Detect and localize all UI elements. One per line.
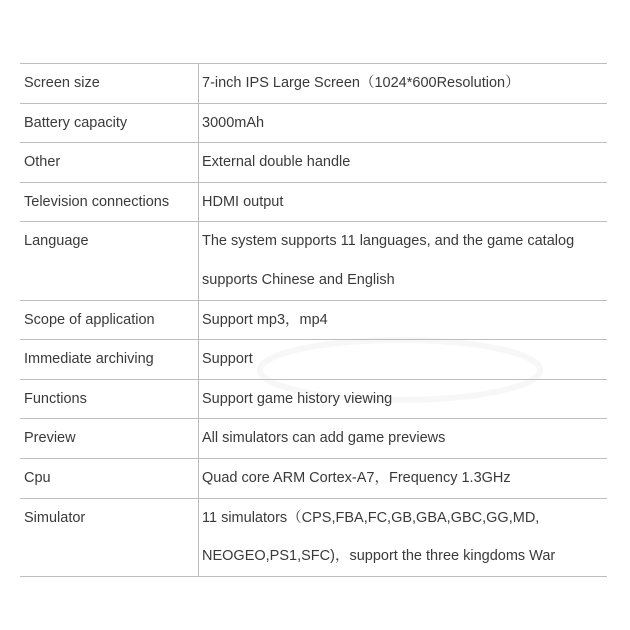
spec-label: Language bbox=[20, 222, 199, 300]
spec-value: The system supports 11 languages, and the game catalog supports Chinese and English bbox=[202, 233, 575, 288]
spec-row-simulator bbox=[20, 498, 607, 576]
spec-label: Cpu bbox=[20, 458, 199, 498]
spec-value: 11 simulators（CPS,FBA,FC,GB,GBA,GBC,GG,MD, NEOGEO,PS1,SFC)，support the three kingdoms War bbox=[202, 509, 556, 565]
spec-label: Functions bbox=[20, 379, 199, 419]
spec-value: Support game history viewing bbox=[202, 390, 393, 407]
spec-value: Support mp3，mp4 bbox=[202, 311, 328, 328]
spec-value: HDMI output bbox=[202, 193, 284, 210]
spec-row-screen-size bbox=[20, 64, 607, 104]
spec-label: Battery capacity bbox=[20, 103, 199, 143]
spec-row-language bbox=[20, 222, 607, 300]
spec-label: Simulator bbox=[20, 498, 199, 576]
spec-label: Television connections bbox=[20, 182, 199, 222]
spec-row-preview bbox=[20, 419, 607, 459]
spec-row-scope-of-application bbox=[20, 300, 607, 340]
spec-label: Other bbox=[20, 143, 199, 183]
spec-row-functions bbox=[20, 379, 607, 419]
spec-value: External double handle bbox=[202, 154, 351, 171]
spec-value: Support bbox=[202, 351, 253, 368]
spec-label: Screen size bbox=[20, 64, 199, 104]
spec-value: Quad core ARM Cortex-A7，Frequency 1.3GHz bbox=[202, 469, 511, 486]
spec-value: All simulators can add game previews bbox=[202, 430, 446, 447]
spec-row-immediate-archiving bbox=[20, 340, 607, 380]
spec-label: Preview bbox=[20, 419, 199, 459]
spec-value: 3000mAh bbox=[202, 114, 265, 131]
spec-row-television-connections bbox=[20, 182, 607, 222]
spec-row-other bbox=[20, 143, 607, 183]
spec-label: Immediate archiving bbox=[20, 340, 199, 380]
spec-table bbox=[20, 63, 607, 577]
spec-value: 7-inch IPS Large Screen（1024*600Resolution） bbox=[202, 75, 520, 91]
spec-row-battery-capacity bbox=[20, 103, 607, 143]
spec-label: Scope of application bbox=[20, 300, 199, 340]
spec-row-cpu bbox=[20, 458, 607, 498]
